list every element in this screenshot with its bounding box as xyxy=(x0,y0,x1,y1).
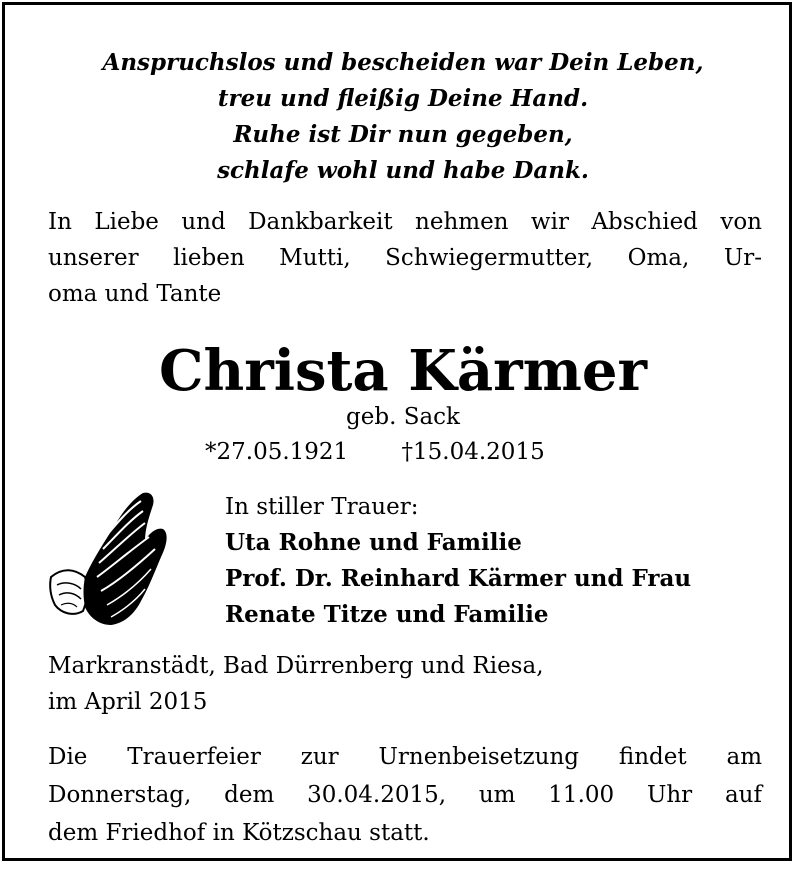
poem-line: Anspruchslos und bescheiden war Dein Leben, xyxy=(102,49,704,76)
birth-date: 27.05.1921 xyxy=(216,439,349,465)
born-name: geb. Sack xyxy=(346,404,460,430)
poem xyxy=(5,45,800,189)
service-line: Die Trauerfeier zur Urnenbeisetzung findet am xyxy=(48,744,762,770)
date-line: im April 2015 xyxy=(48,689,208,715)
poem-line: treu und fleißig Deine Hand. xyxy=(217,85,589,112)
death-symbol: † xyxy=(401,439,414,465)
deceased-name: Christa Kärmer xyxy=(158,338,648,404)
service-line: dem Friedhof in Kötzschau statt. xyxy=(48,820,430,846)
life-dates xyxy=(205,435,545,469)
intro-line: In Liebe und Dankbarkeit nehmen wir Abschied von xyxy=(48,209,762,235)
intro-line: unserer lieben Mutti, Schwiegermutter, Oma, Ur- xyxy=(48,245,762,271)
mourner-name: Prof. Dr. Reinhard Kärmer und Frau xyxy=(225,565,692,592)
place-and-date xyxy=(48,648,544,720)
birth-symbol: * xyxy=(205,439,217,465)
service-line: Donnerstag, dem 30.04.2015, um 11.00 Uhr auf xyxy=(48,782,762,808)
mourners-list xyxy=(225,489,691,633)
funeral-service-text xyxy=(48,738,762,852)
obituary-notice xyxy=(2,2,792,861)
intro-text xyxy=(48,204,762,312)
mourner-name: Renate Titze und Familie xyxy=(225,601,549,628)
poem-line: Ruhe ist Dir nun gegeben, xyxy=(233,121,573,148)
poem-line: schlafe wohl und habe Dank. xyxy=(217,157,589,184)
place-line: Markranstädt, Bad Dürrenberg und Riesa, xyxy=(48,653,544,679)
mourner-name: Uta Rohne und Familie xyxy=(225,529,522,556)
death-date: 15.04.2015 xyxy=(413,439,545,465)
mourners-heading: In stiller Trauer: xyxy=(225,494,419,520)
intro-line: oma und Tante xyxy=(48,281,222,307)
praying-hands-icon xyxy=(45,489,175,629)
